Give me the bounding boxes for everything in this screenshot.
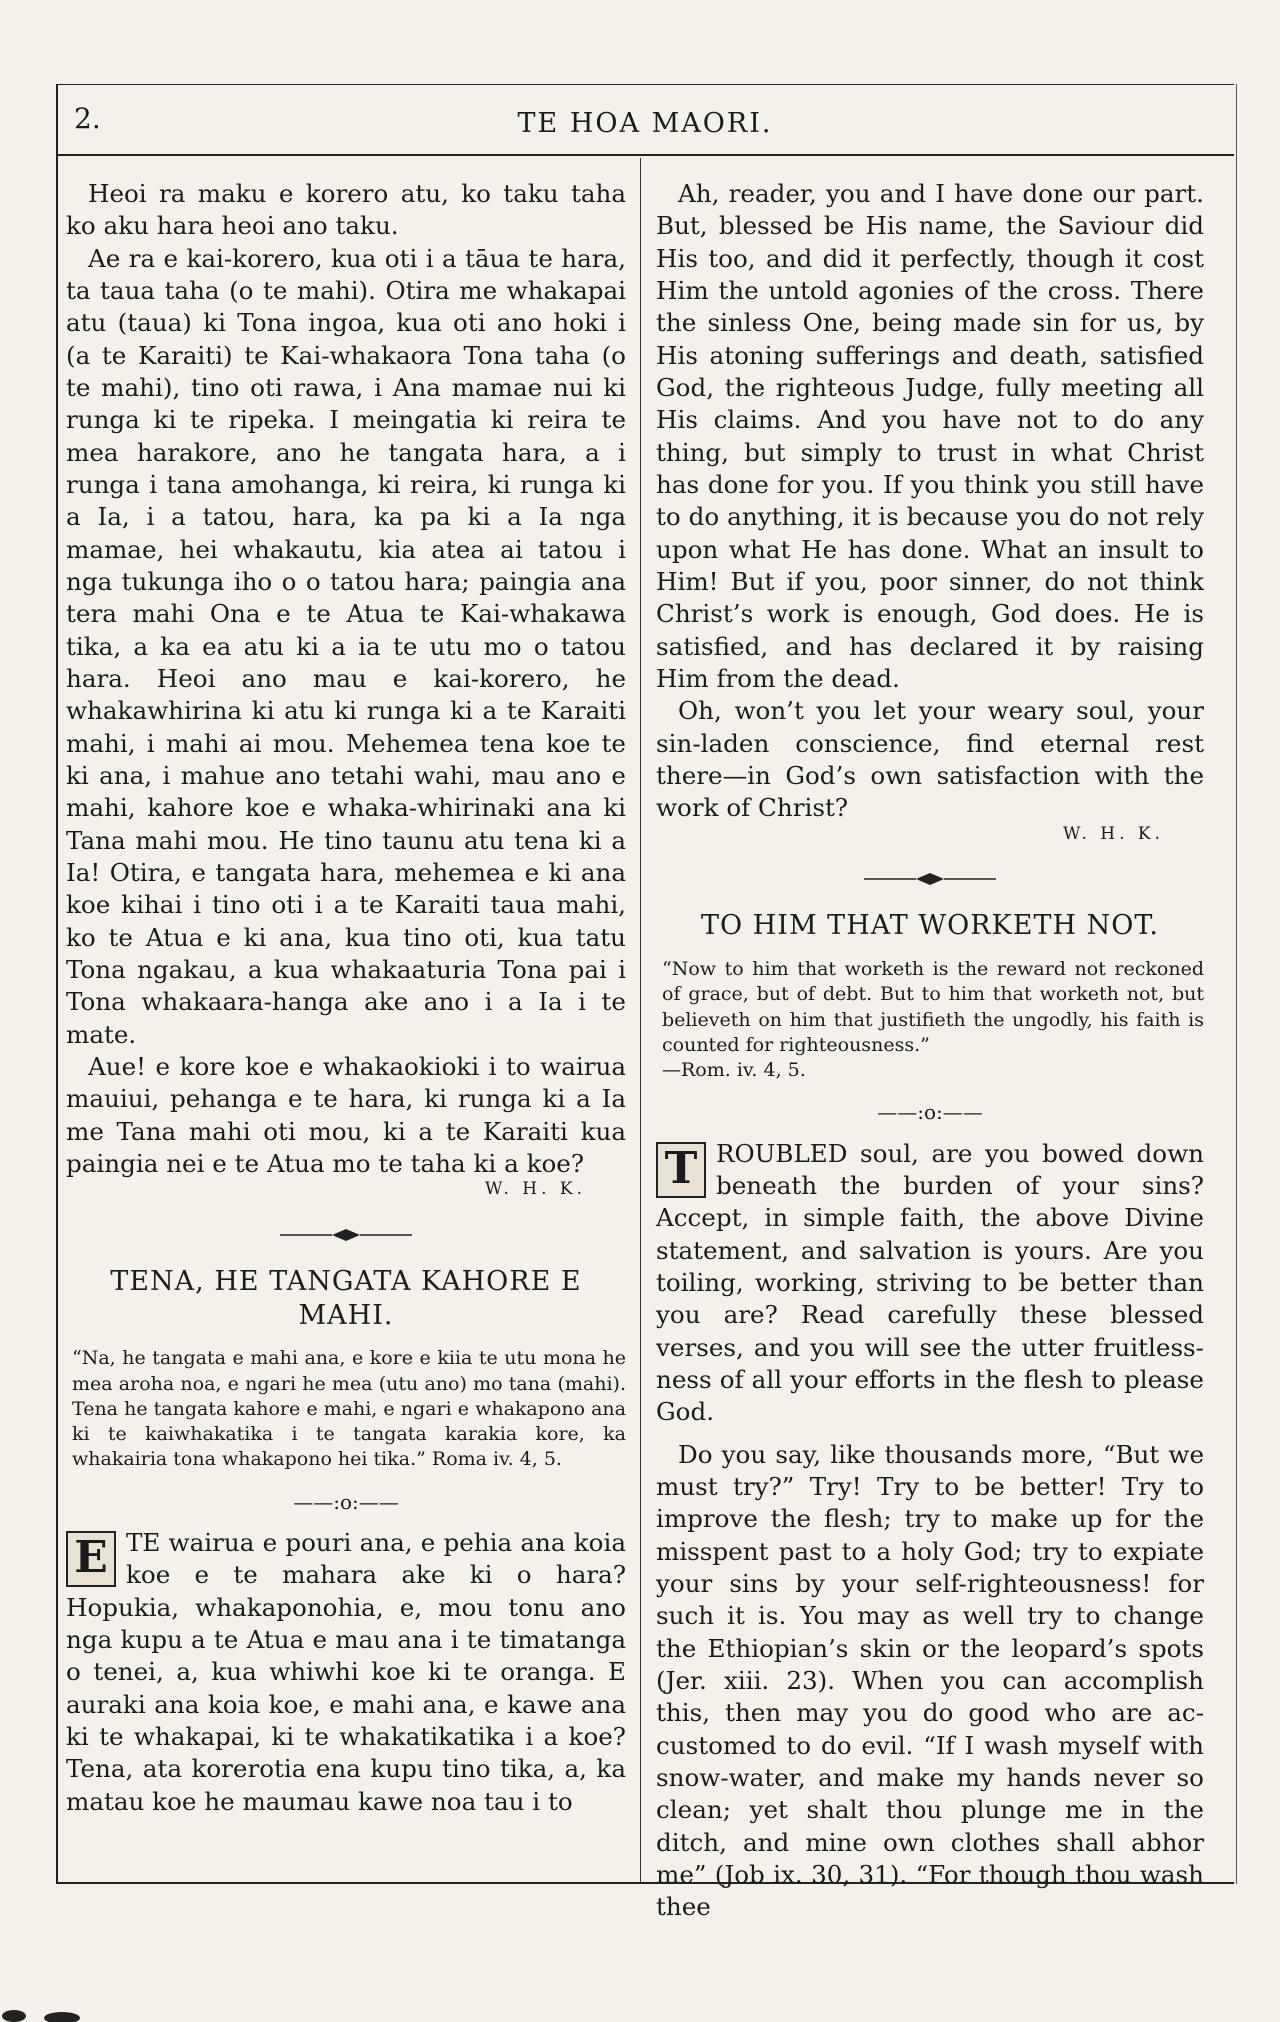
page-speck-icon	[0, 1982, 80, 2022]
scripture-quote	[662, 957, 1204, 1083]
page-number: 2.	[74, 102, 101, 135]
drop-cap-paragraph	[656, 1138, 1204, 1429]
signature: W. H. K.	[484, 1179, 586, 1200]
running-title: TE HOA MAORI.	[517, 108, 773, 139]
quote-reference: —Rom. iv. 4, 5.	[662, 1059, 806, 1082]
quote-reference: Roma iv. 4, 5.	[431, 1448, 562, 1471]
ornament-divider	[656, 863, 1204, 895]
right-column	[656, 178, 1204, 1923]
paragraph: Oh, won’t you let your weary soul, your sin-laden conscience, find eternal rest there—in God’s own satisfaction with the work of Christ?	[656, 696, 1204, 823]
page-header	[56, 84, 1234, 154]
quote-text: “Na, he tangata e mahi ana, e kore e kiia te utu mona he mea aroha noa, e ngari he mea (utu ano) mo tana (mahi). Tena he tangata kahore e mahi, e ngari e whakapono ana ki te kaiwhakatika i te tangata karakia kore, ka whakairia tona whakapono hei tika.”	[72, 1347, 626, 1471]
column-divider	[640, 158, 641, 1882]
paragraph: Heoi ra maku e korero atu, ko taku taha ko aku hara heoi ano taku.	[66, 179, 626, 241]
paragraph: ROUBLED soul, are you bowed down beneath the burden of your sins? Accept, in simple faith, the above Divine statement, and salvation is yours. Are you toiling, working, striving to be better than you are? Read carefully these blessed verses, and you will see the utter fruitless-ness of all your efforts in the flesh to please God.	[656, 1138, 1204, 1427]
paragraph: Do you say, like thousands more, “But we must try?” Try! Try to be better! Try to improve the flesh; try to make up for the misspent past to a holy God; try to expiate your sins by your self-righteousness! for such it is. You may as well try to change the Ethiopian’s skin or the leopard’s spots (Jer. xiii. 23). When you can accomplish this, then may you do good who are ac-customed to do evil. “If I wash myself with snow-water, and make my hands never so clean; yet shalt thou plunge me in the ditch, and mine own clothes shall abhor me” (Job ix. 30, 31). “For though thou wash thee	[656, 1439, 1204, 1922]
paragraph: Aue! e kore koe e whakaokioki i to wairua mauiui, pehanga e te hara, ki runga ki a Ia me Tana mahi oti mou, ki a te Karaiti kua paingia nei e te Atua mo te taha ki a koe?	[66, 1051, 626, 1178]
scripture-quote	[72, 1346, 626, 1472]
ornament-icon	[860, 871, 1000, 887]
drop-cap: T	[656, 1142, 706, 1198]
left-column	[66, 178, 626, 1818]
drop-cap-paragraph	[66, 1527, 626, 1818]
drop-cap: E	[66, 1531, 116, 1587]
signature: W. H. K.	[1062, 823, 1164, 844]
separator: ——:o:——	[293, 1489, 399, 1514]
quote-text: “Now to him that worketh is the reward not reckoned of grace, but of debt. But to him that worketh not, but believeth on him that justifieth the ungodly, his faith is counted for righteousness.”	[662, 957, 1204, 1056]
paragraph: TE wairua e pouri ana, e pehia ana koia koe e te mahara ake ki o hara? Hopukia, whakaponohia, e, mou tonu ano nga kupu a te Atua e mau ana i te timatanga o tenei, a, kua whiwhi koe ki te oranga. E auraki ana koia koe, e mahi ana, e kawe ana ki te whakapai, ki te whakatikatika i a koe? Tena, ata korerotia ena kupu tino tika, a, ka matau koe he maumau kawe noa tau i to	[66, 1527, 626, 1816]
header-rule	[56, 154, 1234, 156]
paragraph: Ae ra e kai-korero, kua oti i a tāua te hara, ta taua taha (o te mahi). Otira me whakapai atu (taua) ki Tona ingoa, kua oti ano hoki i (a te Karaiti) te Kai-whakaora Tona taha (o te mahi), tino oti rawa, i Ana mamae nui ki runga ki te ripeka. I meingatia ki reira te mea harakore, ano he tangata hara, a i runga i tana amohanga, ki reira, ki runga ki a Ia, i a tatou, hara, ka pa ki a Ia nga mamae, hei whakautu, kia atea ai tatou i nga tukunga iho o o tatou hara; paingia ana tera mahi Ona e te Atua te Kai-whakawa tika, a ka ea atu ki a ia te utu mo o tatou hara. Heoi ano mau e kai-korero, he whakawhirina ki atu ki runga ki a te Karaiti mahi, i mahi ai mou. Mehemea tena koe te ki ana, i mahue ano tetahi wahi, mau ano e mahi, kahore koe e whaka-whirinaki ana ki Tana mahi mou. He tino taunu atu tena ki a Ia! Otira, e tangata hara, mehemea e ki ana koe kihai i tino oti i a te Karaiti taua mahi, ko te Atua e ki ana, kua tino oti, kua tatu Tona ngakau, a kua whakaaturia Tona pai i Tona whakaara-hanga ake ano i a Ia i te mate.	[66, 243, 626, 1049]
ornament-icon	[276, 1227, 416, 1243]
ornament-divider	[66, 1219, 626, 1251]
paragraph: Ah, reader, you and I have done our part. But, blessed be His name, the Saviour did His too, and did it perfectly, though it cost Him the untold agonies of the cross. There the sinless One, being made sin for us, by His atoning sufferings and death, satisfied God, the righteous Judge, fully meeting all His claims. And you have not to do any thing, but simply to trust in what Christ has done for you. If you think you still have to do anything, it is because you do not rely upon what He has done. What an insult to Him! But if you, poor sinner, do not think Christ’s work is enough, God does. He is satisfied, and has declared it by raising Him from the dead.	[656, 179, 1204, 693]
separator: ——:o:——	[877, 1100, 983, 1125]
section-title: TO HIM THAT WORKETH NOT.	[701, 910, 1159, 942]
section-title: TENA, HE TANGATA KAHORE E MAHI.	[110, 1265, 582, 1331]
